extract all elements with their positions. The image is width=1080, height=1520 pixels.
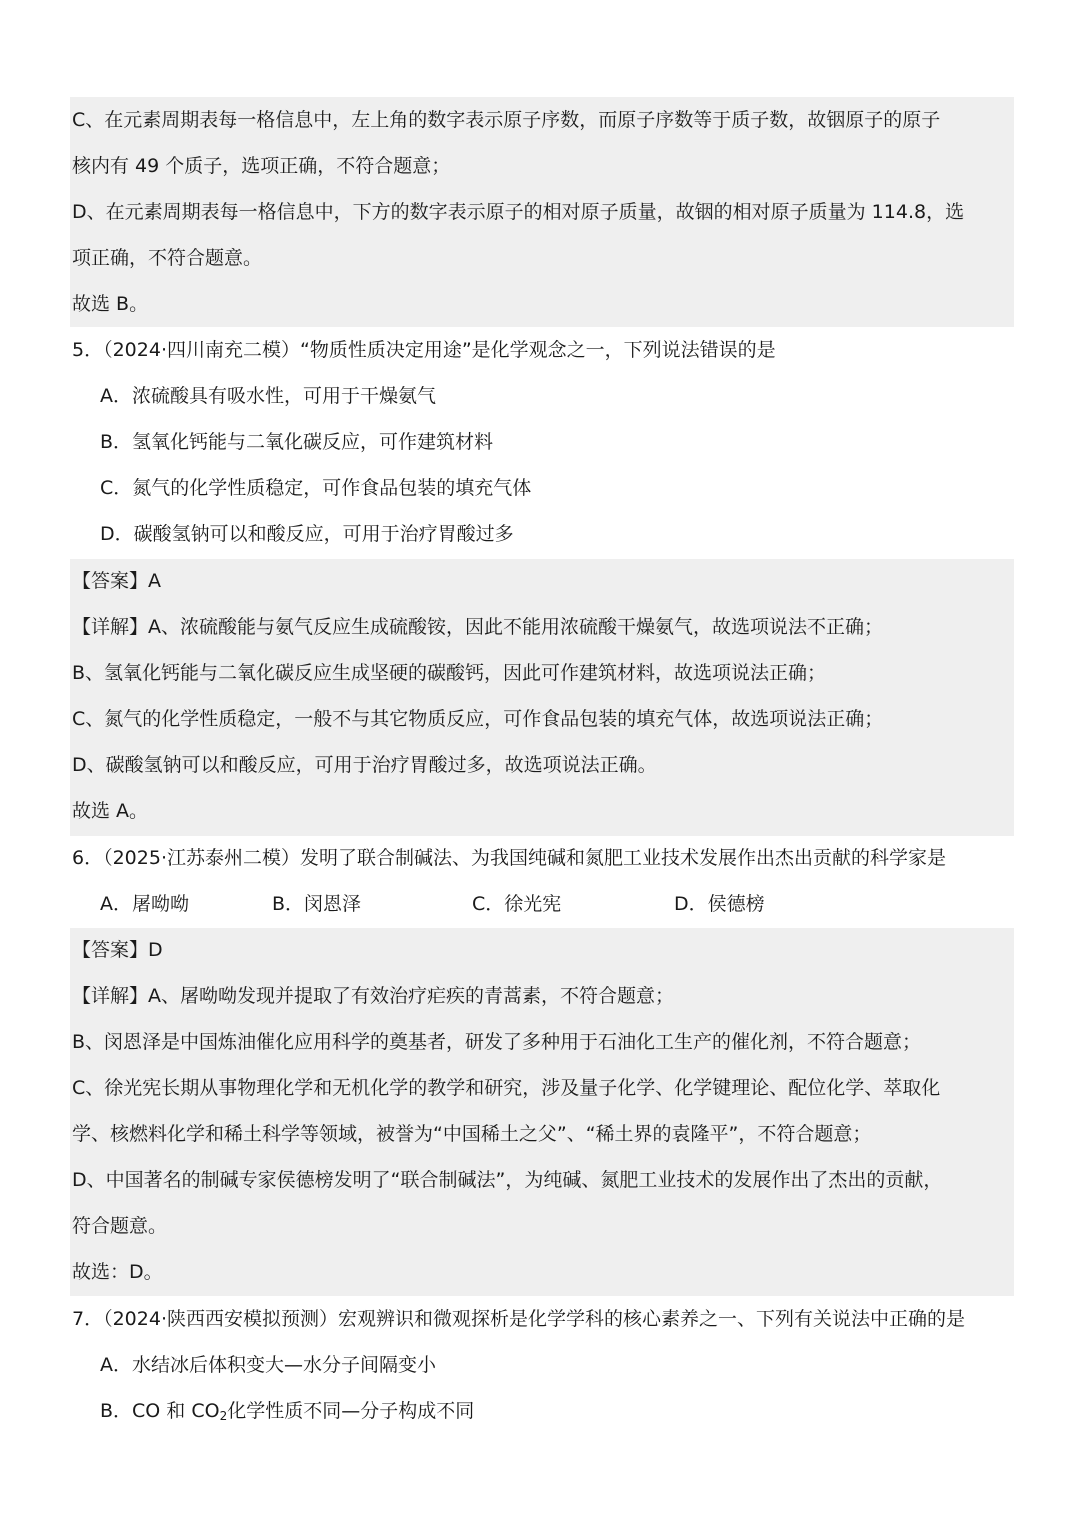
explain-line: D、碳酸氢钠可以和酸反应，可用于治疗胃酸过多，故选项说法正确。: [72, 754, 657, 776]
explain-line: 故选：D。: [72, 1261, 163, 1283]
explain-line: 故选 A。: [72, 800, 149, 822]
explain-line: B、闵恩泽是中国炼油催化应用科学的奠基者，研发了多种用于石油化工生产的催化剂，不符合题意；: [72, 1031, 922, 1053]
option-b: [100, 1398, 474, 1424]
option-c: C．徐光宪: [472, 893, 562, 915]
text-line: 故选 B。: [72, 293, 149, 315]
option-b: B．闵恩泽: [272, 893, 362, 915]
subscript-2: 2: [219, 1409, 228, 1423]
explain-line: 【详解】A、屠呦呦发现并提取了有效治疗疟疾的青蒿素，不符合题意；: [72, 985, 674, 1007]
option-c: C．氮气的化学性质稳定，可作食品包装的填充气体: [100, 477, 532, 499]
option-a: A．屠呦呦: [100, 893, 189, 915]
answer-line: 【答案】A: [72, 570, 161, 592]
answer-line: 【答案】D: [72, 939, 163, 961]
option-b-text: B．CO 和 CO: [100, 1400, 220, 1422]
option-a: A．浓硫酸具有吸水性，可用于干燥氨气: [100, 385, 436, 407]
option-a: A．水结冰后体积变大—水分子间隔变小: [100, 1354, 436, 1376]
option-b: B．氢氧化钙能与二氧化碳反应，可作建筑材料: [100, 431, 494, 453]
text-line: C、在元素周期表每一格信息中，左上角的数字表示原子序数，而原子序数等于质子数，故铟原子的原子: [72, 109, 941, 131]
explain-line: B、氢氧化钙能与二氧化碳反应生成坚硬的碳酸钙，因此可作建筑材料，故选项说法正确；: [72, 662, 827, 684]
option-d: D．碳酸氢钠可以和酸反应，可用于治疗胃酸过多: [100, 523, 514, 545]
text-line: 核内有 49 个质子，选项正确，不符合题意；: [72, 155, 451, 177]
text-line: 项正确，不符合题意。: [72, 247, 263, 269]
explain-line: 符合题意。: [72, 1215, 168, 1237]
option-b-text-end: 化学性质不同—分子构成不同: [227, 1400, 475, 1422]
question-stem: 5．（2024·四川南充二模）“物质性质决定用途”是化学观念之一，下列说法错误的是: [72, 339, 776, 361]
option-d: D．侯德榜: [674, 893, 765, 915]
answer-shade: [70, 559, 1014, 836]
explain-line: D、中国著名的制碱专家侯德榜发明了“联合制碱法”，为纯碱、氮肥工业技术的发展作出了杰出的贡献，: [72, 1169, 943, 1191]
explain-line: C、氮气的化学性质稳定，一般不与其它物质反应，可作食品包装的填充气体，故选项说法正确；: [72, 708, 884, 730]
question-stem: 6．（2025·江苏泰州二模）发明了联合制碱法、为我国纯碱和氮肥工业技术发展作出杰出贡献的科学家是: [72, 847, 946, 869]
explain-line: 学、核燃料化学和稀土科学等领域，被誉为“中国稀土之父”、“稀土界的袁隆平”，不符合题意；: [72, 1123, 872, 1145]
explain-line: 【详解】A、浓硫酸能与氨气反应生成硫酸铵，因此不能用浓硫酸干燥氨气，故选项说法不正确；: [72, 616, 884, 638]
explain-line: C、徐光宪长期从事物理化学和无机化学的教学和研究，涉及量子化学、化学键理论、配位化学、萃取化: [72, 1077, 941, 1099]
question-stem: 7．（2024·陕西西安模拟预测）宏观辨识和微观探析是化学学科的核心素养之一、下列有关说法中正确的是: [72, 1308, 965, 1330]
text-line: D、在元素周期表每一格信息中，下方的数字表示原子的相对原子质量，故铟的相对原子质量为 114.8，选: [72, 201, 965, 223]
